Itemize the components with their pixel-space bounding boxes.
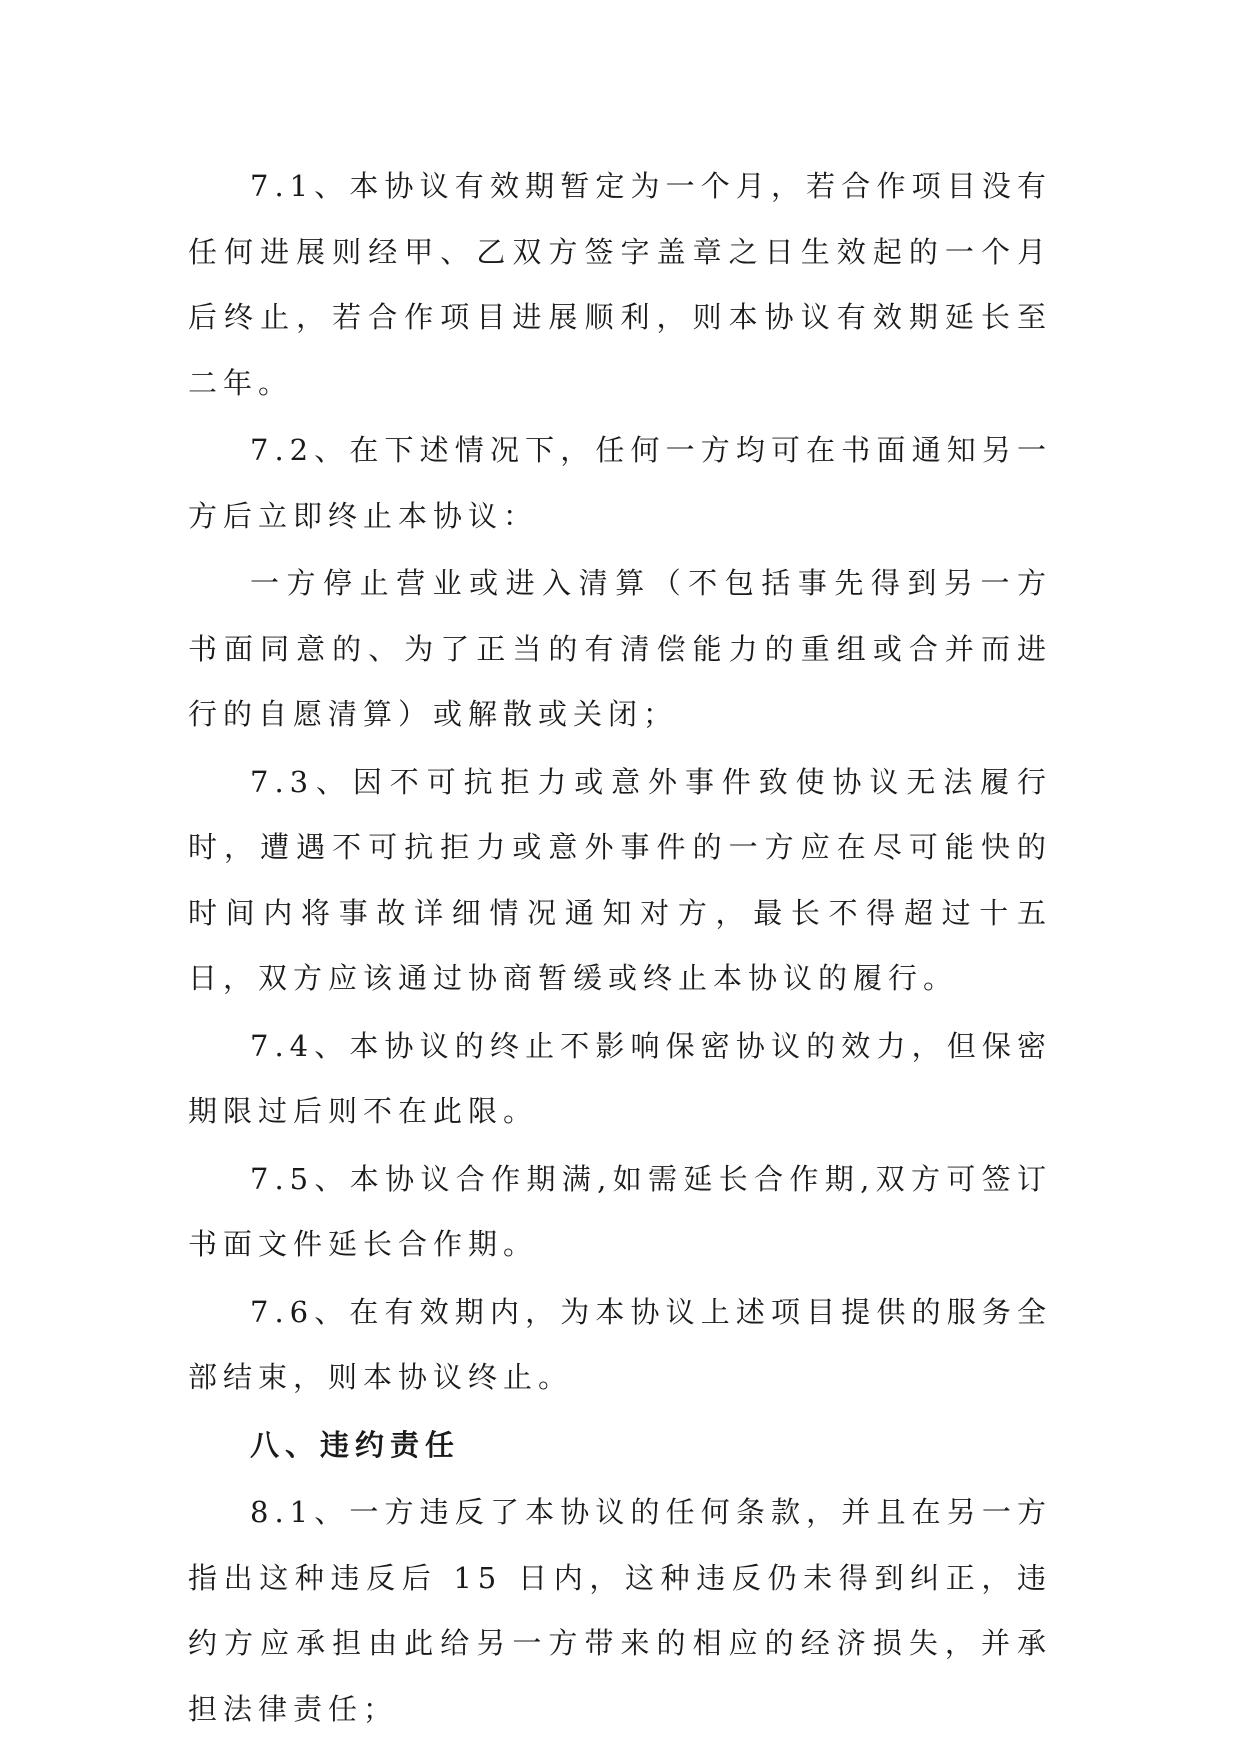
clause-7-2-item-paragraph: 一方停止营业或进入清算（不包括事先得到另一方书面同意的、为了正当的有清偿能力的重组或合并而进行的自愿清算）或解散或关闭； — [188, 566, 1052, 731]
clause-7-2-paragraph: 7.2、在下述情况下，任何一方均可在书面通知另一方后立即终止本协议： — [188, 433, 1052, 533]
section-8-heading: 八、违约责任 — [250, 1427, 461, 1462]
clause-7-1-paragraph: 7.1、本协议有效期暂定为一个月，若合作项目没有任何进展则经甲、乙双方签字盖章之日生效起的一个月后终止，若合作项目进展顺利，则本协议有效期延长至二年。 — [188, 169, 1052, 400]
document-body — [188, 154, 1052, 1744]
clause-7-3-paragraph: 7.3、因不可抗拒力或意外事件致使协议无法履行时，遭遇不可抗拒力或意外事件的一方应在尽可能快的时间内将事故详细情况通知对方，最长不得超过十五日，双方应该通过协商暂缓或终止本协议的履行。 — [188, 764, 1052, 995]
clause-7-6-paragraph: 7.6、在有效期内，为本协议上述项目提供的服务全部结束，则本协议终止。 — [188, 1294, 1052, 1394]
clause-7-5-paragraph: 7.5、本协议合作期满,如需延长合作期,双方可签订书面文件延长合作期。 — [188, 1161, 1052, 1261]
clause-7-4-paragraph: 7.4、本协议的终止不影响保密协议的效力，但保密期限过后则不在此限。 — [188, 1028, 1052, 1128]
clause-8-1-paragraph: 8.1、一方违反了本协议的任何条款，并且在另一方指出这种违反后 15 日内，这种违反仍未得到纠正，违约方应承担由此给另一方带来的相应的经济损失，并承担法律责任； — [188, 1495, 1052, 1726]
